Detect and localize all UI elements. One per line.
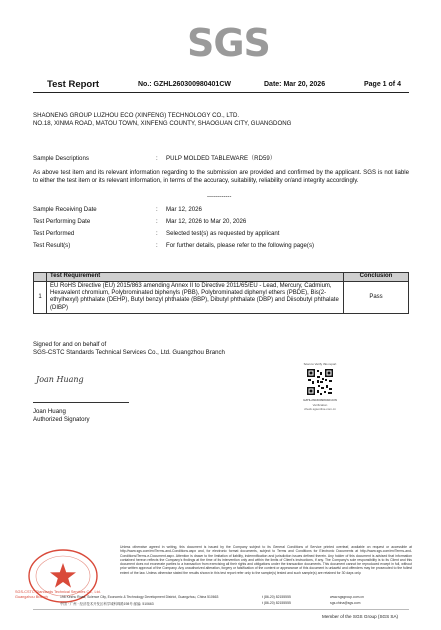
signatory-name: Joan Huang	[33, 408, 66, 415]
footer-member: Member of the SGS Group (SGS SA)	[322, 614, 399, 619]
test-performed-value: Selected test(s) as requested by applicant	[166, 230, 280, 237]
row-requirement: EU RoHS Directive (EU) 2015/863 amending Annex II to Directive 2011/65/EU - Lead, Mercury, Cadmium, Hexavalent chromium, Polybrominated biphenyls (PBB), Polybrominated diphenyl ethers (PBDE), Bis(2-ethylhexyl) phthalate (DEHP), Butyl benzyl phthalate (BBP), Dibutyl phthalate (DBP) and Diisobutyl phthalate (DIBP)	[47, 282, 344, 314]
sample-colon: :	[156, 155, 158, 162]
test-requirement-table	[33, 272, 409, 314]
table-header-row	[34, 273, 409, 282]
sample-value: PULP MOLDED TABLEWARE（RD59）	[166, 155, 276, 162]
footer-phone-1: t (86-20) 82155555	[262, 595, 291, 599]
footer-phone-2: t (86-20) 82155555	[262, 601, 291, 605]
sample-label: Sample Descriptions	[33, 155, 89, 162]
sgs-logo: SGS	[187, 21, 270, 65]
report-date: Date: Mar 20, 2026	[264, 81, 326, 88]
table-header-requirement: Test Requirement	[47, 273, 344, 282]
applicant-name: SHAONENG GROUP LUZHOU ECO (XINFENG) TECHNOLOGY CO., LTD.	[33, 112, 240, 119]
table-header-no	[34, 273, 47, 282]
test-performed-label: Test Performed	[33, 230, 75, 237]
signature: Joan Huang	[36, 375, 84, 384]
qr-code-icon[interactable]	[306, 368, 334, 396]
test-results-label: Test Result(s)	[33, 242, 71, 249]
signatory-title: Authorized Signatory	[33, 416, 90, 423]
report-title: Test Report	[47, 79, 100, 90]
performing-date-value: Mar 12, 2026 to Mar 20, 2026	[166, 218, 247, 225]
test-results-colon: :	[156, 242, 158, 249]
test-performed-colon: :	[156, 230, 158, 237]
qr-caption-top: Scan to Verify this report	[303, 362, 337, 366]
qr-report-code: GZHL260300980401CW	[302, 398, 338, 402]
separator: ------------	[207, 193, 232, 200]
footer-web[interactable]: www.sgsgroup.com.cn	[330, 595, 364, 599]
receiving-date-value: Mar 12, 2026	[166, 206, 202, 213]
signature-line	[33, 402, 129, 403]
table-header-conclusion: Conclusion	[344, 273, 409, 282]
row-number: 1	[34, 282, 47, 314]
performing-date-label: Test Performing Date	[33, 218, 91, 225]
header-divider	[33, 92, 409, 93]
applicant-address: NO.18, XINMA ROAD, MATOU TOWN, XINFENG COUNTY, SHAOGUAN CITY, GUANGDONG	[33, 120, 292, 127]
performing-date-colon: :	[156, 218, 158, 225]
table-row	[34, 282, 409, 314]
qr-caption-verification: Verification	[312, 403, 328, 407]
receiving-date-colon: :	[156, 206, 158, 213]
signed-on-behalf: Signed for and on behalf of	[33, 341, 107, 348]
footer-email[interactable]: sgs.china@sgs.com	[330, 601, 361, 605]
footer-address-cn: 中国 · 广州 · 经济技术开发区科学城科珠路198号 邮编: 510663	[60, 602, 154, 606]
qr-caption-url: check.sgsonline.com.cn	[304, 407, 336, 411]
test-results-value: For further details, please refer to the following page(s)	[166, 242, 315, 249]
disclaimer-text: As above test item and its relevant information regarding to the submission are provided and confirmed by the applicant. SGS is not liable to either the test item or its relevant information, in terms of the accuracy, suitability, reliability or/and integrity accordingly.	[33, 169, 409, 184]
receiving-date-label: Sample Receiving Date	[33, 206, 97, 213]
page-number: Page 1 of 4	[364, 81, 401, 88]
row-conclusion: Pass	[344, 282, 409, 314]
footer-address-en: 198 Kezhu Road, Science City, Economic & Technology Development District, Guangzhou, China 510663	[60, 595, 219, 599]
seal-caption: SGS-CSTC Standards Technical Services Co., Ltd. Guangzhou Branch	[15, 590, 101, 599]
footer-terms: Unless otherwise agreed in writing, this document is issued by the Company subject to its General Conditions of Service printed overleaf, available on request or accessible at http://www.sgs.com/en/Terms-and-Conditions.aspx and, for electronic format documents, subject to Terms and Conditions for Electronic Documents at http://www.sgs.com/en/Terms-and-Conditions/Terms-e-Document.aspx. Attention is drawn to the limitation of liability, indemnification and jurisdiction issues defined therein. Any holder of this document is advised that information contained hereon reflects the Company's findings at the time of its intervention only and within the limits of Client's instructions, if any. The Company's sole responsibility is to its Client and this document does not exonerate parties to a transaction from exercising all their rights and obligations under the transaction documents. This document cannot be reproduced except in full, without prior written approval of the Company. Any unauthorized alteration, forgery or falsification of the content or appearance of this document is unlawful and offenders may be prosecuted to the fullest extent of the law. Unless otherwise stated the results shown in this test report refer only to the sample(s) tested and such sample(s) are retained for 30 days only.	[120, 545, 412, 575]
footer-divider	[33, 609, 409, 610]
report-number: No.: GZHL260300980401CW	[138, 81, 231, 88]
company-branch: SGS-CSTC Standards Technical Services Co., Ltd. Guangzhou Branch	[33, 349, 225, 356]
